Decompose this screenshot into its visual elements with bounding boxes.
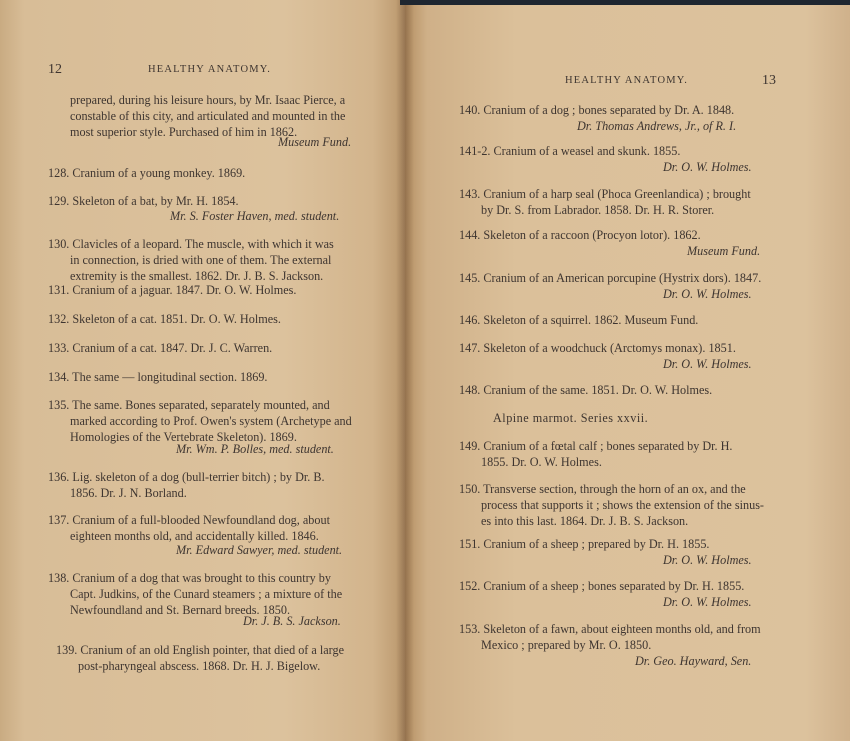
- series-heading: Alpine marmot. Series xxvii.: [493, 411, 649, 425]
- entry-146: 146. Skeleton of a squirrel. 1862. Museum Fund.: [459, 313, 699, 327]
- attribution: Dr. Thomas Andrews, Jr., of R. I.: [577, 119, 737, 133]
- entry-131: 131. Cranium of a jaguar. 1847. Dr. O. W. Holmes.: [48, 283, 297, 297]
- entry-152: 152. Cranium of a sheep ; bones separated by Dr. H. 1855.: [459, 579, 745, 593]
- entry-149: 149. Cranium of a fœtal calf ; bones separated by Dr. H. 1855. Dr. O. W. Holmes.: [459, 439, 733, 469]
- entry-144: 144. Skeleton of a raccoon (Procyon lotor). 1862.: [459, 228, 701, 242]
- entry-147: 147. Skeleton of a woodchuck (Arctomys monax). 1851.: [459, 341, 736, 355]
- right-page: [405, 0, 850, 741]
- attribution: Mr. Edward Sawyer, med. student.: [176, 543, 343, 557]
- running-head: HEALTHY ANATOMY.: [148, 64, 272, 75]
- page-number: 13: [762, 73, 776, 88]
- entry-148: 148. Cranium of the same. 1851. Dr. O. W. Holmes.: [459, 383, 713, 397]
- attribution: Dr. O. W. Holmes.: [663, 287, 752, 301]
- entry-136: 136. Lig. skeleton of a dog (bull-terrier bitch) ; by Dr. B. 1856. Dr. J. N. Borland.: [48, 470, 325, 500]
- cover-edge: [400, 0, 850, 5]
- entry-151: 151. Cranium of a sheep ; prepared by Dr. H. 1855.: [459, 537, 710, 551]
- entry-128: 128. Cranium of a young monkey. 1869.: [48, 166, 246, 180]
- entry-133: 133. Cranium of a cat. 1847. Dr. J. C. Warren.: [48, 341, 273, 355]
- attribution: Dr. O. W. Holmes.: [663, 160, 752, 174]
- attribution: Mr. S. Foster Haven, med. student.: [170, 209, 340, 223]
- attribution: Dr. O. W. Holmes.: [663, 553, 752, 567]
- attribution: Mr. Wm. P. Bolles, med. student.: [176, 442, 334, 456]
- attribution: Museum Fund.: [687, 244, 761, 258]
- attribution: Dr. J. B. S. Jackson.: [243, 614, 341, 628]
- entry-134: 134. The same — longitudinal section. 1869.: [48, 370, 268, 384]
- attribution: Museum Fund.: [278, 135, 352, 149]
- entry-132: 132. Skeleton of a cat. 1851. Dr. O. W. Holmes.: [48, 312, 281, 326]
- page-number: 12: [48, 62, 62, 77]
- entry-143: 143. Cranium of a harp seal (Phoca Greenlandica) ; brought by Dr. S. from Labrador. 1858. Dr. H. R. Storer.: [459, 187, 751, 217]
- attribution: Dr. Geo. Hayward, Sen.: [635, 654, 752, 668]
- entry-139: 139. Cranium of an old English pointer, that died of a large post-pharyngeal abscess. 1868. Dr. H. J. Bigelow.: [56, 643, 345, 673]
- entry-153: 153. Skeleton of a fawn, about eighteen months old, and from Mexico ; prepared by Mr. O. 1850.: [459, 622, 761, 652]
- entry-145: 145. Cranium of an American porcupine (Hystrix dors). 1847.: [459, 271, 762, 285]
- entry-150: 150. Transverse section, through the horn of an ox, and the process that supports it ; shows the extension of the sinus- es into this last. 1864. Dr. J. B. S. Jackson.: [459, 482, 764, 528]
- entry-130: 130. Clavicles of a leopard. The muscle, with which it was in connection, is dried with one of them. The external extremity is the smallest. 1862. Dr. J. B. S. Jackson.: [48, 237, 334, 283]
- entry-135: 135. The same. Bones separated, separately mounted, and marked according to Prof. Owen's system (Archetype and Homologies of the Vertebrate Skeleton). 1869.: [48, 398, 352, 444]
- entry-141-2: 141-2. Cranium of a weasel and skunk. 1855.: [459, 144, 681, 158]
- attribution: Dr. O. W. Holmes.: [663, 357, 752, 371]
- entry-129: 129. Skeleton of a bat, by Mr. H. 1854.: [48, 194, 239, 208]
- entry-140: 140. Cranium of a dog ; bones separated by Dr. A. 1848.: [459, 103, 735, 117]
- continuation-text: prepared, during his leisure hours, by Mr. Isaac Pierce, a constable of this city, and articulated and mounted in the most superior style. Purchased of him in 1862.: [70, 93, 346, 139]
- running-head: HEALTHY ANATOMY.: [565, 75, 689, 86]
- entry-137: 137. Cranium of a full-blooded Newfoundland dog, about eighteen months old, and accidentally killed. 1846.: [48, 513, 330, 543]
- left-page: [0, 0, 405, 741]
- entry-138: 138. Cranium of a dog that was brought to this country by Capt. Judkins, of the Cunard steamers ; a mixture of the Newfoundland and St. Bernard breeds. 1850.: [48, 571, 343, 617]
- attribution: Dr. O. W. Holmes.: [663, 595, 752, 609]
